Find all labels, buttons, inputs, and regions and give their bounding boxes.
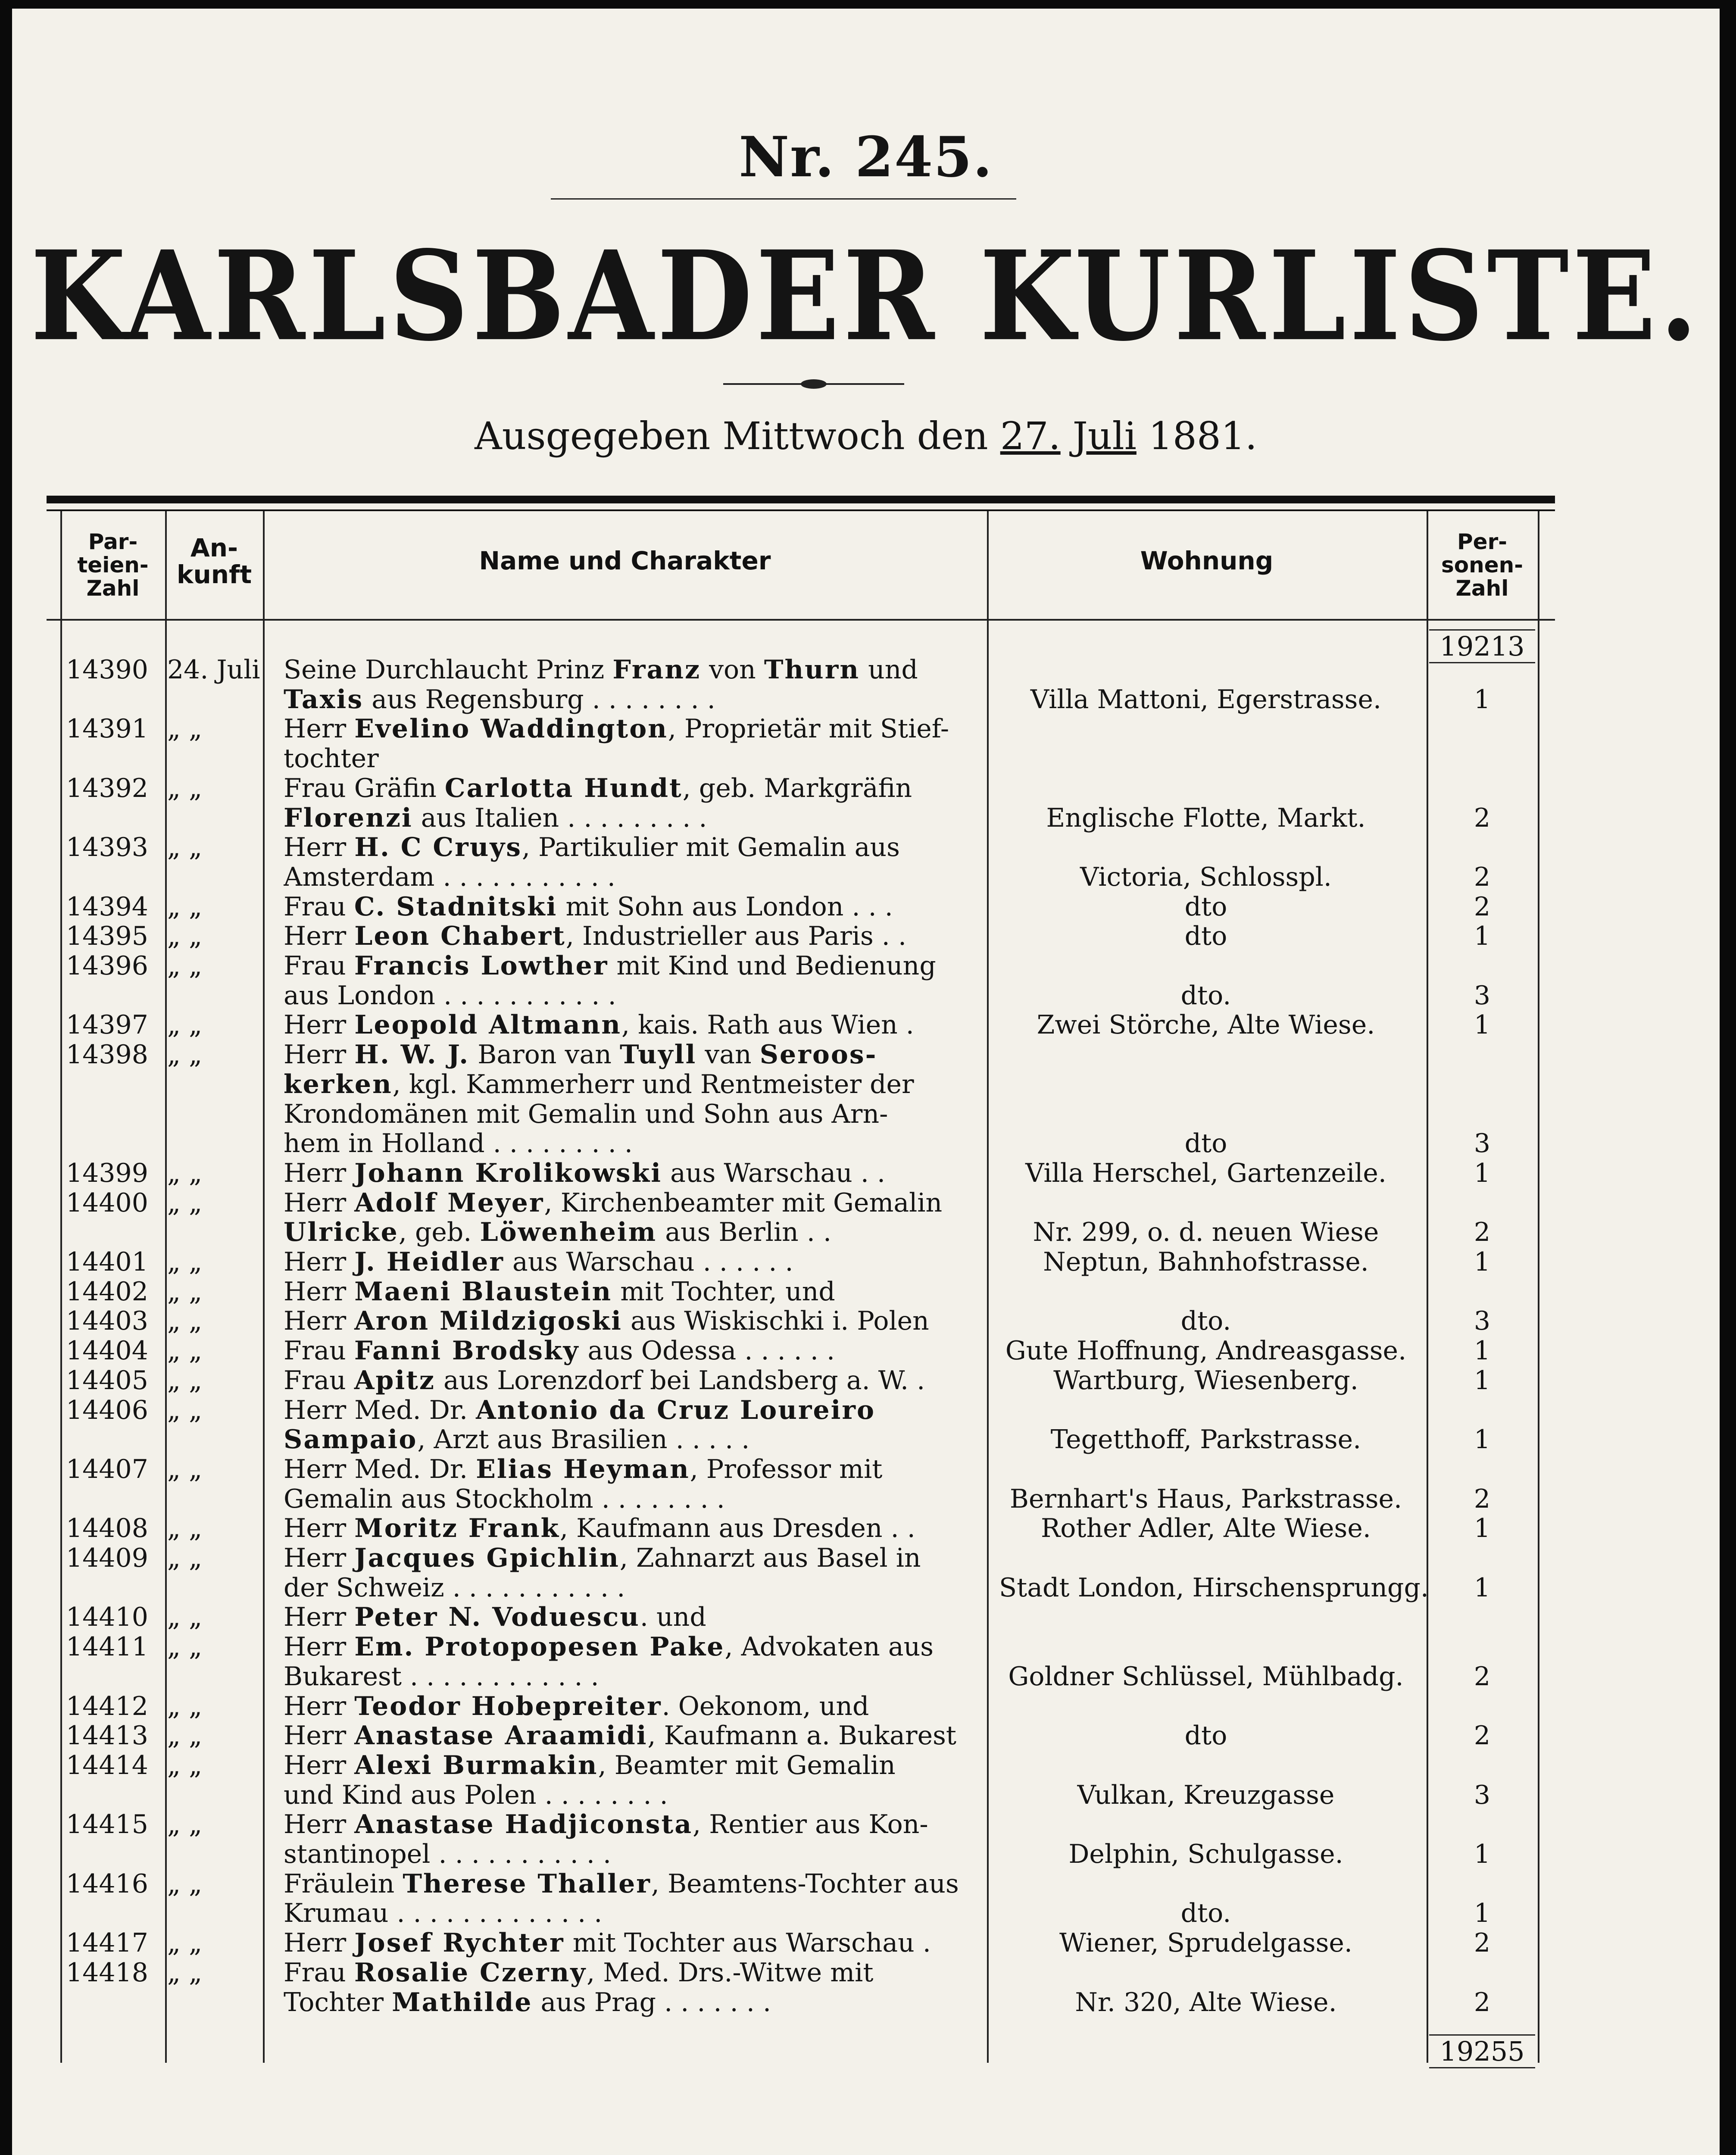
entry-name-line [284, 1099, 990, 1129]
guest-name: Anastase Araamidi [354, 1721, 648, 1751]
entry-personen: 1 [1474, 1158, 1491, 1188]
issue-date-day: 27. [1000, 414, 1061, 458]
issue-date-prefix: Ausgegeben Mittwoch den [475, 414, 988, 458]
entry-arrival: „ „ [167, 951, 203, 981]
entry-wohnung: Goldner Schlüssel, Mühlbadg. [1008, 1661, 1404, 1692]
entry-number: 14416 [66, 1868, 148, 1899]
entry-name-line [284, 1573, 990, 1602]
entry-arrival: „ „ [167, 1276, 203, 1307]
entry-personen: 2 [1474, 862, 1491, 892]
entry-arrival: „ „ [167, 832, 203, 863]
entry-text: stantinopel . . . . . . . . . . . [284, 1840, 612, 1869]
entry-wohnung: dto [1184, 1128, 1227, 1159]
entry-text: Herr [284, 1010, 355, 1040]
entry-name-line [284, 1692, 990, 1721]
entry-wohnung: Bernhart's Haus, Parkstrasse. [1009, 1484, 1402, 1514]
entry-name-line [284, 1366, 990, 1395]
entry-text: Amsterdam . . . . . . . . . . . [284, 862, 615, 892]
entry-number: 14411 [66, 1632, 148, 1662]
entry-arrival: „ „ [167, 891, 203, 922]
entry-text: Herr [284, 1514, 355, 1543]
entry-name-line [284, 1958, 990, 1987]
guest-name: Rosalie Czerny [354, 1958, 587, 1987]
entry-personen: 1 [1474, 1247, 1491, 1277]
entry-text: aus Berlin . . [657, 1218, 832, 1247]
entry-name-line [284, 1543, 990, 1573]
entry-wohnung: dto [1184, 921, 1227, 952]
entry-text: , Kaufmann a. Bukarest [647, 1721, 956, 1751]
guest-name: Apitz [354, 1365, 435, 1395]
entry-text: Bukarest . . . . . . . . . . . . [284, 1662, 599, 1691]
issue-number: Nr. 245. [739, 125, 993, 190]
entry-text: , kais. Rath aus Wien . [621, 1010, 914, 1040]
entry-text: mit Tochter, und [612, 1277, 835, 1306]
entry-arrival: „ „ [167, 1158, 203, 1188]
entry-text: , geb. Markgräfin [682, 773, 912, 803]
entry-text: , Arzt aus Brasilien . . . . . [417, 1425, 750, 1455]
entry-wohnung: Villa Herschel, Gartenzeile. [1025, 1158, 1386, 1188]
entry-text: Frau [284, 1958, 354, 1987]
entry-text: Herr [284, 1277, 355, 1306]
entry-name-line [284, 1277, 990, 1306]
entry-personen: 2 [1474, 803, 1491, 833]
entry-arrival: „ „ [167, 773, 203, 803]
entry-text: hem in Holland . . . . . . . . . [284, 1129, 633, 1159]
entry-text: Frau [284, 1365, 354, 1395]
entry-text: aus Odessa . . . . . . [579, 1336, 835, 1366]
guest-name: Peter N. Voduescu [354, 1602, 640, 1632]
guest-name: Mathilde [392, 1987, 533, 2017]
entry-wohnung: Rother Adler, Alte Wiese. [1041, 1513, 1371, 1544]
entry-text: Frau [284, 892, 354, 921]
guest-name: Antonio da Cruz Loureiro [476, 1395, 876, 1425]
entry-name-line [284, 1218, 990, 1247]
guest-name: Johann Krolikowski [354, 1158, 662, 1188]
entry-wohnung: Nr. 320, Alte Wiese. [1075, 1987, 1337, 2018]
entry-arrival: „ „ [167, 1543, 203, 1573]
entry-text: mit Sohn aus London . . . [557, 892, 893, 921]
entry-number: 14392 [66, 773, 148, 803]
guest-name: Moritz Frank [354, 1514, 560, 1543]
entry-arrival: „ „ [167, 1395, 203, 1425]
guest-name: Fanni Brodsky [354, 1336, 580, 1366]
entry-name-line [284, 744, 990, 773]
guest-name: H. W. J. [354, 1040, 470, 1070]
entry-wohnung: Nr. 299, o. d. neuen Wiese [1033, 1217, 1379, 1248]
entry-arrival: „ „ [167, 1513, 203, 1544]
guest-name: Teodor Hobepreiter [354, 1691, 662, 1721]
entry-text: der Schweiz . . . . . . . . . . . [284, 1573, 625, 1602]
guest-name: Sampaio [284, 1425, 418, 1455]
entry-personen: 1 [1474, 1424, 1491, 1455]
guest-name: Seroos- [759, 1040, 877, 1070]
entry-personen: 1 [1474, 1336, 1491, 1366]
entry-text: Herr [284, 833, 355, 862]
entry-wohnung: dto [1184, 891, 1227, 922]
entry-text: van [696, 1040, 760, 1070]
entry-personen: 2 [1474, 1928, 1491, 1958]
entry-wohnung: Delphin, Schulgasse. [1068, 1839, 1343, 1869]
guest-name: Anastase Hadjiconsta [354, 1810, 693, 1840]
entry-name-line [284, 1010, 990, 1040]
entry-wohnung: Vulkan, Kreuzgasse [1077, 1780, 1335, 1810]
entry-number: 14402 [66, 1276, 148, 1307]
entry-text: , Rentier aus Kon- [693, 1810, 928, 1840]
grand-total: 19255 [1429, 2034, 1535, 2068]
entry-text: Frau [284, 951, 354, 981]
entry-number: 14410 [66, 1602, 148, 1633]
guest-name: kerken [284, 1069, 393, 1099]
guest-name: Leon Chabert [354, 921, 566, 951]
entry-text: aus Wiskischki i. Polen [622, 1306, 929, 1336]
entry-name-line [284, 774, 990, 803]
guest-name: Evelino Waddington [354, 714, 668, 744]
entry-name-line [284, 862, 990, 892]
guest-name: Thurn [764, 655, 860, 684]
header-text: Per- [1457, 529, 1507, 554]
entry-name-line [284, 1396, 990, 1425]
entry-arrival: „ „ [167, 1365, 203, 1396]
entry-number: 14406 [66, 1395, 148, 1425]
header-name: Name und Charakter [479, 546, 771, 575]
entry-text: Herr [284, 1691, 355, 1721]
entry-text: Herr Med. Dr. [284, 1454, 476, 1484]
entry-name-line [284, 921, 990, 951]
entry-wohnung: dto. [1180, 980, 1231, 1011]
entry-name-line [284, 892, 990, 921]
entry-arrival: „ „ [167, 921, 203, 952]
guest-name: Franz [612, 655, 701, 684]
entry-arrival: „ „ [167, 1602, 203, 1633]
entry-arrival: „ „ [167, 1247, 203, 1277]
entry-name-line [284, 1514, 990, 1543]
entry-list [12, 9, 1720, 2155]
entry-arrival: „ „ [167, 1957, 203, 1988]
entry-text: Herr [284, 1158, 355, 1188]
entry-text: aus London . . . . . . . . . . . [284, 981, 616, 1010]
entry-name-line [284, 1159, 990, 1188]
entry-name-line [284, 1040, 990, 1069]
entry-personen: 3 [1474, 1128, 1491, 1159]
guest-name: Francis Lowther [354, 951, 609, 981]
entry-text: Herr [284, 1750, 355, 1780]
entry-text: , Professor mit [690, 1454, 883, 1484]
entry-text: Herr [284, 1188, 355, 1218]
entry-personen: 2 [1474, 1721, 1491, 1751]
entry-text: , Advokaten aus [724, 1632, 934, 1662]
entry-name-line [284, 1988, 990, 2017]
entry-text: , Kaufmann aus Dresden . . [560, 1514, 915, 1543]
entry-name-line [284, 1188, 990, 1218]
entry-text: mit Tochter aus Warschau . [564, 1928, 931, 1958]
entry-name-line [284, 1662, 990, 1691]
entry-name-line [284, 1247, 990, 1277]
guest-name: Jacques Gpichlin [354, 1543, 620, 1573]
entry-number: 14394 [66, 891, 148, 922]
header-text: teien- [77, 553, 149, 578]
guest-name: Em. Protopopesen Pake [354, 1632, 725, 1662]
entry-name-line [284, 1869, 990, 1899]
entry-number: 14414 [66, 1750, 148, 1780]
entry-text: , Partikulier mit Gemalin aus [522, 833, 900, 862]
entry-arrival: „ „ [167, 1691, 203, 1721]
entry-name-line [284, 1810, 990, 1839]
entry-name-line [284, 833, 990, 862]
header-wohnung: Wohnung [1140, 546, 1274, 575]
entry-number: 14415 [66, 1809, 148, 1840]
entry-number: 14399 [66, 1158, 148, 1188]
entry-arrival: „ „ [167, 1809, 203, 1840]
entry-number: 14417 [66, 1928, 148, 1958]
entry-text: , kgl. Kammerherr und Rentmeister der [392, 1069, 914, 1099]
entry-text: , Industrieller aus Paris . . [565, 921, 907, 951]
page-title: KARLSBADER KURLISTE. [30, 224, 1702, 369]
entry-arrival: „ „ [167, 1187, 203, 1218]
entry-text: Herr [284, 1543, 355, 1573]
entry-number: 14404 [66, 1336, 148, 1366]
guest-name: Carlotta Hundt [444, 773, 683, 803]
entry-personen: 2 [1474, 1217, 1491, 1248]
entry-personen: 3 [1474, 980, 1491, 1011]
entry-text: aus Warschau . . . . . . [504, 1247, 793, 1277]
entry-text: Tochter [284, 1987, 392, 2017]
entry-name-line [284, 1751, 990, 1780]
entry-text: aus Italien . . . . . . . . . [412, 803, 707, 833]
entry-name-line [284, 1840, 990, 1869]
entry-name-line [284, 1484, 990, 1514]
header-text: An- [190, 533, 238, 562]
entry-arrival: „ „ [167, 1454, 203, 1484]
header-text: sonen- [1441, 553, 1523, 578]
entry-text: , geb. [398, 1218, 480, 1247]
entry-name-line [284, 1780, 990, 1810]
entry-number: 14413 [66, 1721, 148, 1751]
entry-number: 14398 [66, 1040, 148, 1070]
entry-name-line [284, 1721, 990, 1750]
entry-text: Frau [284, 1336, 354, 1366]
entry-text: Herr [284, 921, 355, 951]
entry-arrival: „ „ [167, 1040, 203, 1070]
guest-name: Maeni Blaustein [354, 1277, 612, 1306]
entry-text: und [860, 655, 918, 684]
guest-name: Florenzi [284, 803, 413, 833]
entry-number: 14412 [66, 1691, 148, 1721]
entry-text: Krondomänen mit Gemalin und Sohn aus Arn- [284, 1099, 888, 1129]
header-text: kunft [176, 560, 252, 589]
entry-wohnung: Zwei Störche, Alte Wiese. [1037, 1010, 1375, 1040]
entry-text: Herr [284, 1810, 355, 1840]
entry-text: , Zahnarzt aus Basel in [619, 1543, 921, 1573]
entry-text: aus Lorenzdorf bei Landsberg a. W. . [435, 1365, 925, 1395]
guest-name: Therese Thaller [403, 1869, 651, 1899]
entry-arrival: „ „ [167, 1750, 203, 1780]
entry-text: Herr [284, 1721, 355, 1751]
entry-name-line [284, 1455, 990, 1484]
kurliste-page [12, 9, 1720, 2155]
header-text: Par- [88, 529, 138, 554]
entry-name-line [284, 1336, 990, 1365]
entry-text: , Med. Drs.-Witwe mit [587, 1958, 874, 1987]
entry-name-line [284, 714, 990, 743]
entry-text: Herr [284, 1306, 355, 1336]
entry-personen: 2 [1474, 1661, 1491, 1692]
entry-arrival: „ „ [167, 1928, 203, 1958]
entry-number: 14403 [66, 1306, 148, 1337]
entry-personen: 2 [1474, 1987, 1491, 2018]
header-text: Zahl [1455, 576, 1509, 601]
entry-text: Herr [284, 1602, 355, 1632]
entry-text: Herr [284, 1040, 355, 1070]
guest-name: H. C Cruys [354, 833, 522, 862]
entry-text: Herr [284, 1632, 355, 1662]
entry-text: Herr [284, 1247, 355, 1277]
guest-name: Leopold Altmann [354, 1010, 621, 1040]
entry-personen: 1 [1474, 1839, 1491, 1869]
entry-text: aus Prag . . . . . . . [532, 1987, 771, 2017]
entry-name-line [284, 685, 990, 714]
entry-number: 14390 [66, 655, 148, 685]
guest-name: Löwenheim [480, 1218, 657, 1247]
entry-text: . Oekonom, und [662, 1691, 869, 1721]
entry-personen: 1 [1474, 1365, 1491, 1396]
guest-name: Tuyll [620, 1040, 697, 1070]
entry-arrival: „ „ [167, 714, 203, 744]
entry-number: 14395 [66, 921, 148, 952]
entry-personen: 1 [1474, 684, 1491, 715]
entry-name-line [284, 1899, 990, 1928]
entry-name-line [284, 1070, 990, 1099]
entry-wohnung: dto. [1180, 1306, 1231, 1337]
entry-text: Baron van [469, 1040, 620, 1070]
entry-arrival: „ „ [167, 1010, 203, 1040]
entry-text: , Proprietär mit Stief- [668, 714, 949, 744]
entry-number: 14397 [66, 1010, 148, 1040]
entry-personen: 1 [1474, 921, 1491, 952]
entry-personen: 3 [1474, 1306, 1491, 1337]
entry-wohnung: Wiener, Sprudelgasse. [1059, 1928, 1352, 1958]
entry-arrival: „ „ [167, 1721, 203, 1751]
entry-wohnung: Englische Flotte, Markt. [1046, 803, 1366, 833]
entry-personen: 2 [1474, 891, 1491, 922]
guest-name: Ulricke [284, 1218, 399, 1247]
entry-arrival: „ „ [167, 1632, 203, 1662]
entry-text: Herr [284, 1928, 355, 1958]
issue-date-month: Juli [1072, 414, 1137, 458]
guest-name: Elias Heyman [476, 1454, 690, 1484]
entry-number: 14407 [66, 1454, 148, 1484]
entry-text: , Beamtens-Tochter aus [651, 1869, 959, 1899]
entry-number: 14393 [66, 832, 148, 863]
entry-number: 14400 [66, 1187, 148, 1218]
entry-text: . und [640, 1602, 706, 1632]
guest-name: J. Heidler [354, 1247, 504, 1277]
carried-forward-total: 19213 [1429, 629, 1535, 663]
entry-number: 14409 [66, 1543, 148, 1573]
entry-name-line [284, 803, 990, 833]
entry-name-line [284, 1129, 990, 1158]
entry-text: , Kirchenbeamter mit Gemalin [544, 1188, 943, 1218]
entry-name-line [284, 1425, 990, 1454]
entry-name-line [284, 981, 990, 1010]
entry-wohnung: Villa Mattoni, Egerstrasse. [1030, 684, 1382, 715]
entry-name-line [284, 1602, 990, 1632]
entry-wohnung: dto. [1180, 1898, 1231, 1929]
entry-personen: 2 [1474, 1484, 1491, 1514]
entry-text: von [701, 655, 764, 684]
entry-arrival: „ „ [167, 1868, 203, 1899]
entry-name-line [284, 1306, 990, 1336]
entry-text: aus Warschau . . [662, 1158, 886, 1188]
entry-wohnung: Wartburg, Wiesenberg. [1053, 1365, 1358, 1396]
entry-text: aus Regensburg . . . . . . . . [363, 684, 715, 714]
guest-name: Josef Rychter [354, 1928, 565, 1958]
entry-text: mit Kind und Bedienung [608, 951, 936, 981]
entry-personen: 1 [1474, 1513, 1491, 1544]
guest-name: Alexi Burmakin [354, 1750, 598, 1780]
entry-text: , Beamter mit Gemalin [598, 1750, 896, 1780]
entry-personen: 1 [1474, 1572, 1491, 1603]
entry-wohnung: Victoria, Schlosspl. [1080, 862, 1332, 892]
entry-number: 14391 [66, 714, 148, 744]
entry-text: Seine Durchlaucht Prinz [284, 655, 613, 684]
entry-text: Herr Med. Dr. [284, 1395, 476, 1425]
entry-text: tochter [284, 744, 379, 774]
entry-name-line [284, 951, 990, 981]
guest-name: C. Stadnitski [354, 892, 558, 921]
entry-arrival: „ „ [167, 1336, 203, 1366]
entry-wohnung: Gute Hoffnung, Andreasgasse. [1005, 1336, 1407, 1366]
entry-text: Fräulein [284, 1869, 403, 1899]
entry-personen: 1 [1474, 1010, 1491, 1040]
entry-number: 14418 [66, 1957, 148, 1988]
entry-text: Gemalin aus Stockholm . . . . . . . . [284, 1484, 725, 1514]
guest-name: Taxis [284, 684, 364, 714]
entry-number: 14401 [66, 1247, 148, 1277]
entry-number: 14396 [66, 951, 148, 981]
header-text: Zahl [86, 576, 140, 601]
issue-date-year: 1881. [1148, 414, 1257, 458]
entry-text: Krumau . . . . . . . . . . . . . [284, 1899, 603, 1928]
entry-name-line [284, 1632, 990, 1662]
entry-wohnung: Tegetthoff, Parkstrasse. [1050, 1424, 1361, 1455]
entry-text: Herr [284, 714, 355, 744]
entry-number: 14405 [66, 1365, 148, 1396]
entry-name-line [284, 1928, 990, 1958]
entry-name-line [284, 655, 990, 684]
entry-wohnung: Neptun, Bahnhofstrasse. [1043, 1247, 1369, 1277]
guest-name: Aron Mildzigoski [354, 1306, 622, 1336]
entry-text: und Kind aus Polen . . . . . . . . [284, 1780, 668, 1810]
entry-personen: 3 [1474, 1780, 1491, 1810]
entry-wohnung: dto [1184, 1721, 1227, 1751]
entry-number: 14408 [66, 1513, 148, 1544]
entry-text: Frau Gräfin [284, 773, 445, 803]
entry-arrival: „ „ [167, 1306, 203, 1337]
entry-wohnung: Stadt London, Hirschensprungg. [999, 1572, 1429, 1603]
entry-arrival: 24. Juli [167, 655, 260, 685]
entry-personen: 1 [1474, 1898, 1491, 1929]
guest-name: Adolf Meyer [354, 1188, 544, 1218]
